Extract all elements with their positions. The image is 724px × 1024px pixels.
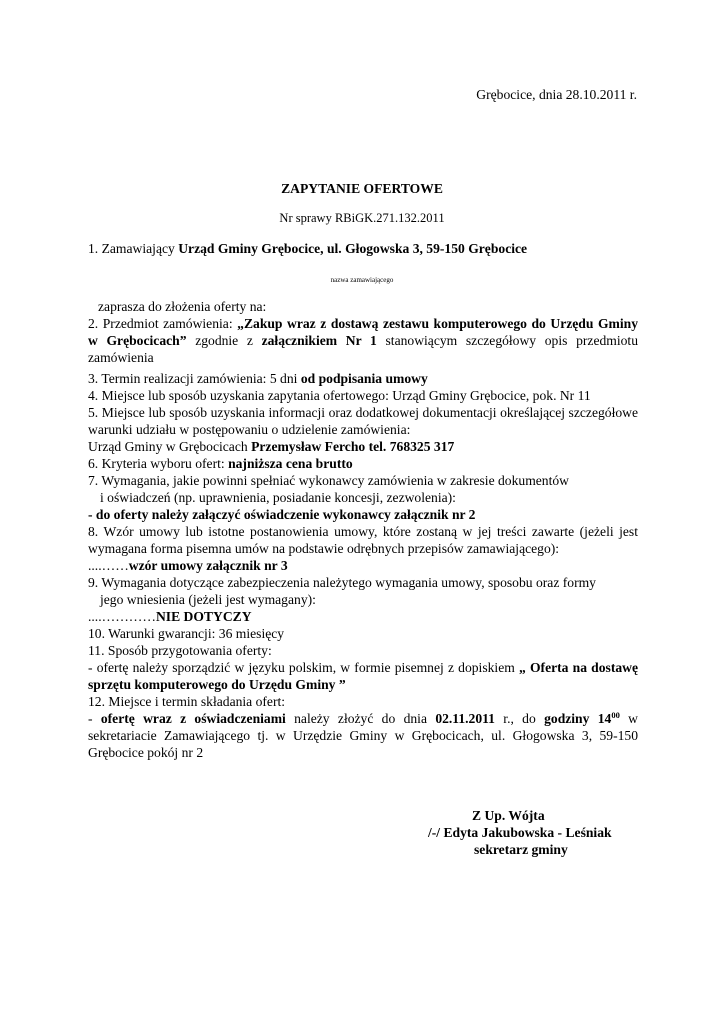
item-2-attachment: załącznikiem Nr 1 xyxy=(261,333,377,348)
item-1-authority-name: Urząd Gminy Grębocice, ul. Głogowska 3, 59-150 Grębocice xyxy=(178,241,528,256)
item-1-caption: nazwa zamawiającego xyxy=(330,276,394,284)
item-7-line1: 7. Wymagania, jakie powinni spełniać wykonawcy zamówienia w zakresie dokumentów xyxy=(88,473,569,488)
item-10-warranty: 10. Warunki gwarancji: 36 miesięcy xyxy=(88,626,285,641)
item-1-contracting-authority xyxy=(88,240,648,257)
invite-line: zaprasza do złożenia oferty na: xyxy=(98,299,267,314)
item-9-line2: jego wniesienia (jeżeli jest wymagany): xyxy=(100,592,316,607)
item-12-deadline-date: 02.11.2011 xyxy=(435,711,495,726)
case-number: Nr sprawy RBiGK.271.132.2011 xyxy=(279,211,445,225)
item-2-subject-title: „Zakup wraz z dostawą zestawu komputerowego do Urzędu Gminy w Grębocicach” xyxy=(88,316,638,348)
item-2-subject: 2. Przedmiot zamówienia: „Zakup wraz z dostawą zestawu komputerowego do Urzędu Gminy w Grębocicach” zgodnie z załącznikiem Nr 1 stanowiącym szczegółowy opis przedmiotu zamówienia xyxy=(88,316,638,365)
item-8-contract: 8. Wzór umowy lub istotne postanowienia umowy, które zostaną w jej treści zawarte (jeżeli jest wymagana forma pisemna umów na podstawie odrębnych przepisów zamawiającego): xyxy=(88,524,638,556)
date-line: Grębocice, dnia 28.10.2011 r. xyxy=(476,87,637,102)
signature-line-2: /-/ Edyta Jakubowska - Leśniak xyxy=(428,825,612,840)
item-11-title: 11. Sposób przygotowania oferty: xyxy=(88,643,272,658)
item-3-deadline: 3. Termin realizacji zamówienia: 5 dni od podpisania umowy xyxy=(88,371,428,386)
item-11-instructions: - ofertę należy sporządzić w języku polskim, w formie pisemnej z dopiskiem „ Oferta na dostawę sprzętu komputerowego do Urzędu Gminy ” xyxy=(88,660,638,692)
item-8-answer: ....……wzór umowy załącznik nr 3 xyxy=(88,558,288,573)
signature-block xyxy=(428,807,612,858)
document-body xyxy=(88,298,638,761)
item-5-info: 5. Miejsce lub sposób uzyskania informacji oraz dodatkowej dokumentacji określającej szczegółowe warunki udziału w postępowaniu o udzielenie zamówienia: xyxy=(88,405,638,437)
item-4-place: 4. Miejsce lub sposób uzyskania zapytania ofertowego: Urząd Gminy Grębocice, pok. Nr 11 xyxy=(88,388,591,403)
item-6-criteria: 6. Kryteria wyboru ofert: najniższa cena brutto xyxy=(88,456,353,471)
item-7-line2: i oświadczeń (np. uprawnienia, posiadanie koncesji, zezwolenia): xyxy=(100,490,456,505)
item-9-answer: ....…………NIE DOTYCZY xyxy=(88,609,252,624)
item-1-prefix: 1. Zamawiający xyxy=(88,241,175,256)
item-12-submission: - ofertę wraz z oświadczeniami należy złożyć do dnia 02.11.2011 r., do godziny $14^{00}$ w sekretariacie Zamawiającego tj. w Urzędzie Gminy w Grębocicach, ul. Głogowska 3, 59-150 Grębocice pokój nr 2 xyxy=(88,710,638,760)
signature-line-1: Z Up. Wójta xyxy=(472,808,545,823)
item-5-contact-person: Przemysław Fercho tel. 768325 317 xyxy=(251,439,455,454)
item-12-deadline-hour: godziny $14^{00}$ xyxy=(544,710,620,726)
item-7-answer: - do oferty należy załączyć oświadczenie wykonawcy załącznik nr 2 xyxy=(88,507,476,522)
signature-line-3: sekretarz gminy xyxy=(474,842,568,857)
document-title: ZAPYTANIE OFERTOWE xyxy=(281,181,443,196)
item-11-marking: „ Oferta na dostawę sprzętu komputerowego do Urzędu Gminy ” xyxy=(88,660,638,692)
item-5-contact: Urząd Gminy w Grębocicach Przemysław Fercho tel. 768325 317 xyxy=(88,439,455,454)
item-9-line1: 9. Wymagania dotyczące zabezpieczenia należytego wymagania umowy, sposobu oraz formy xyxy=(88,575,596,590)
item-12-title: 12. Miejsce i termin składania ofert: xyxy=(88,694,286,709)
